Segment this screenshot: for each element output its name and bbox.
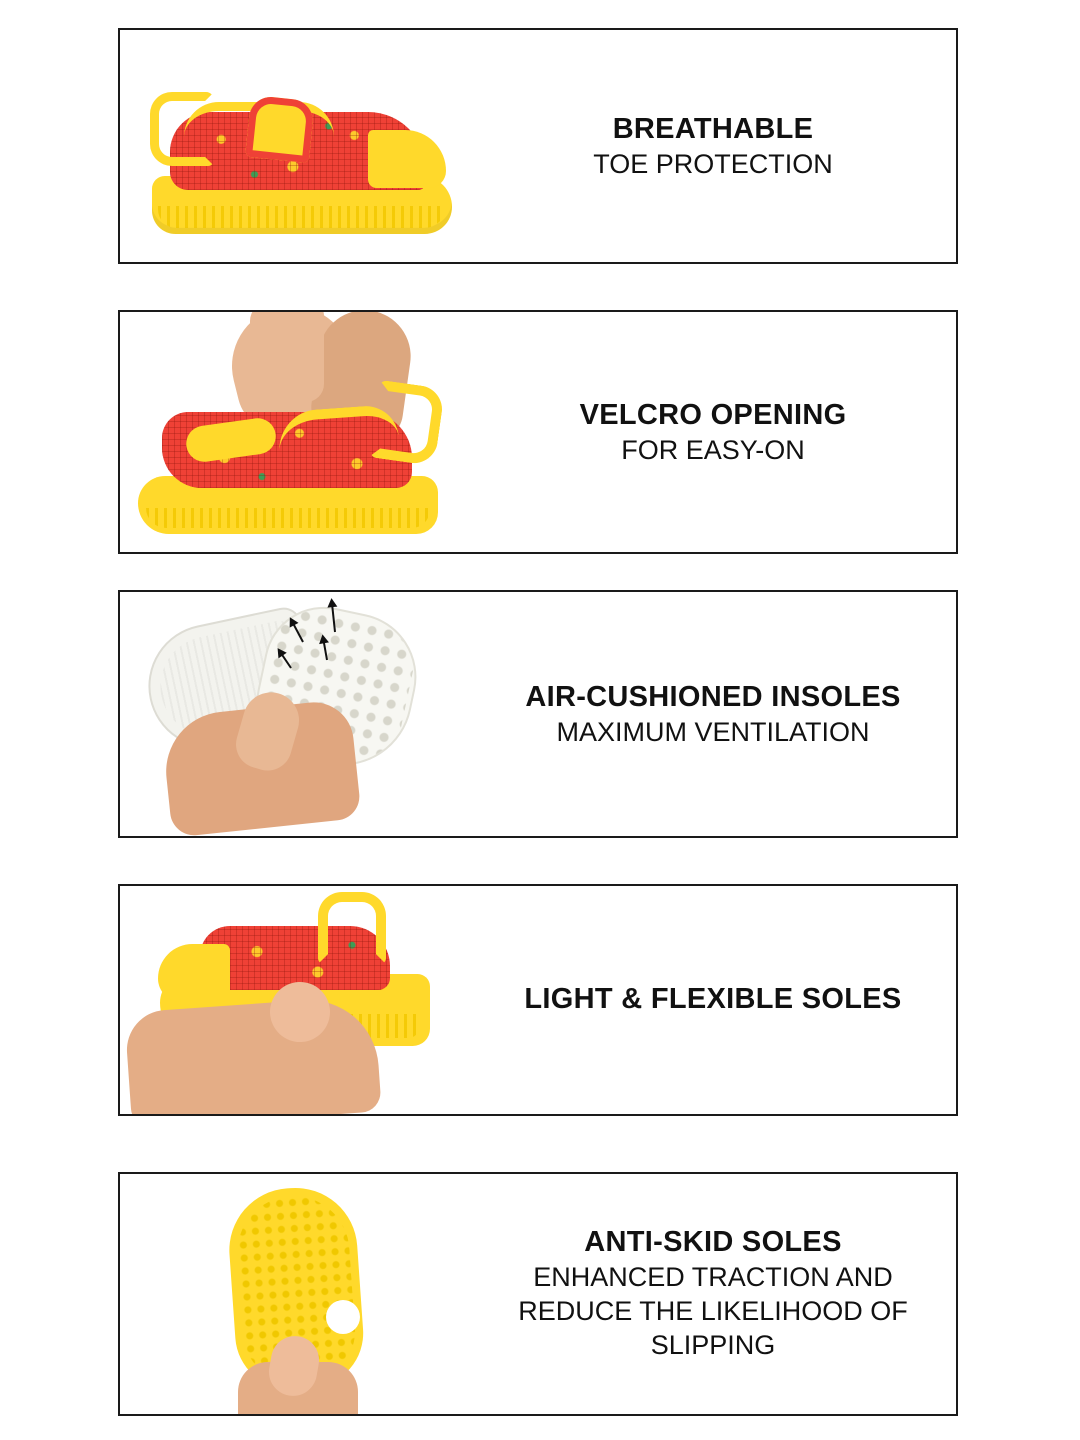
feature-image-flexible-soles xyxy=(120,886,470,1114)
feature-headline: BREATHABLE xyxy=(612,112,814,145)
feature-text-breathable xyxy=(470,30,956,262)
feature-subline: MAXIMUM VENTILATION xyxy=(556,716,870,747)
feature-subline: ENHANCED TRACTION AND REDUCE THE LIKELIHOOD OF SLIPPING xyxy=(518,1262,908,1360)
feature-image-anti-skid xyxy=(120,1174,470,1414)
hands-opening-shoe-illustration xyxy=(120,312,470,552)
shoe-flex-illustration xyxy=(120,886,470,1114)
feature-headline: VELCRO OPENING xyxy=(579,398,847,431)
toe-cap xyxy=(368,130,446,188)
shoe-side-view-illustration xyxy=(120,30,470,262)
feature-text-velcro xyxy=(470,312,956,552)
feature-image-velcro xyxy=(120,312,470,552)
feature-text-flexible-soles xyxy=(470,886,956,1114)
feature-row-breathable xyxy=(118,28,958,264)
outsole-illustration xyxy=(120,1174,470,1414)
feature-text-anti-skid xyxy=(470,1174,956,1414)
feature-headline: AIR-CUSHIONED INSOLES xyxy=(525,680,901,713)
heel-pull-loop xyxy=(150,92,214,166)
feature-headline: ANTI-SKID SOLES xyxy=(584,1226,842,1259)
feature-image-breathable xyxy=(120,30,470,262)
feature-row-velcro xyxy=(118,310,958,554)
toe-cap xyxy=(158,944,230,1002)
feature-row-insoles xyxy=(118,590,958,838)
heel-pull-loop xyxy=(369,380,445,466)
heel-pull-loop xyxy=(318,892,386,964)
feature-headline: LIGHT & FLEXIBLE SOLES xyxy=(524,982,902,1015)
feature-subline: TOE PROTECTION xyxy=(593,148,833,179)
hand-bending-shoe xyxy=(124,995,381,1114)
outsole-notch xyxy=(326,1300,360,1334)
velcro-strap xyxy=(245,95,315,163)
feature-text-insoles xyxy=(470,592,956,836)
feature-row-anti-skid xyxy=(118,1172,958,1416)
feature-image-insoles xyxy=(120,592,470,836)
feature-subline: FOR EASY-ON xyxy=(621,434,805,465)
insole-illustration xyxy=(120,592,470,836)
feature-row-flexible-soles xyxy=(118,884,958,1116)
